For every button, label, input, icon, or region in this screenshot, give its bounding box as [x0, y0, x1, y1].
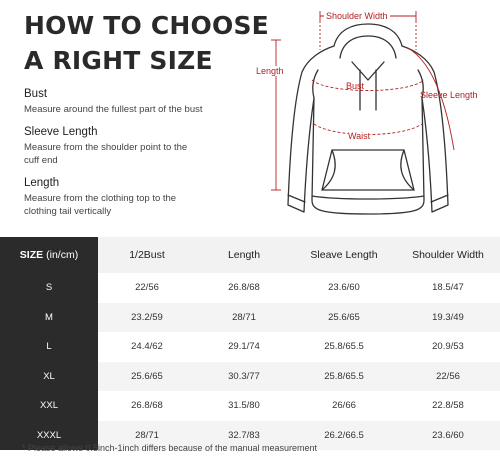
table-cell: 28/71 [98, 421, 196, 451]
size-cell: XXXL [0, 421, 98, 451]
table-cell: 24.4/62 [131, 341, 163, 353]
table-cell: 28/71 [196, 303, 292, 333]
column-header-sleeve-length: Sleave Length [292, 237, 396, 273]
size-cell: XL [0, 362, 98, 392]
table-cell: 29.1/74 [228, 341, 260, 353]
table-cell: 25.8/65.5 [324, 341, 364, 353]
definition-heading: Length [24, 177, 60, 189]
waist-label: Waist [348, 131, 371, 141]
title-line-1: HOW TO CHOOSE [24, 11, 269, 40]
shoulder-width-label: Shoulder Width [326, 11, 388, 21]
table-cell: 23.6/60 [328, 282, 360, 294]
title-line-2: A RIGHT SIZE [24, 46, 213, 75]
table-cell: 25.6/65 [292, 303, 396, 333]
table-cell: 22/56 [135, 282, 159, 294]
table-cell: 25.6/65 [98, 362, 196, 392]
table-row [0, 362, 500, 392]
sleeve-length-label: Sleeve Length [420, 90, 478, 100]
size-header-label: SIZE [19, 249, 44, 261]
size-cell: L [0, 332, 98, 362]
definition-heading: Sleeve Length [24, 126, 98, 138]
table-cell: 32.7/83 [196, 421, 292, 451]
definition-bust [24, 88, 244, 116]
table-cell: 22/56 [396, 362, 500, 392]
table-cell: 23.6/60 [396, 421, 500, 451]
hoodie-illustration [248, 0, 500, 232]
column-header-shoulder-width: Shoulder Width [396, 237, 500, 273]
bust-label: Bust [346, 81, 365, 91]
table-cell: 23.2/59 [98, 303, 196, 333]
table-cell: 30.3/77 [196, 362, 292, 392]
table-cell: 25.8/65.5 [292, 362, 396, 392]
column-header-bust: 1/2Bust [98, 237, 196, 273]
table-cell: 26.8/68 [131, 400, 163, 412]
definition-text: Measure from the clothing top to the clothing tail vertically [24, 193, 177, 217]
page-title [24, 8, 269, 78]
size-unit-label: (in/cm) [46, 249, 79, 261]
table-row [0, 303, 500, 333]
table-cell: 19.3/49 [396, 303, 500, 333]
table-cell: 31.5/80 [228, 400, 260, 412]
table-cell: 22.8/58 [432, 400, 464, 412]
definition-heading: Bust [24, 88, 48, 100]
table-cell: 26/66 [332, 400, 356, 412]
measurement-definitions [24, 88, 244, 228]
table-row [0, 391, 500, 421]
measurement-note: * Please allows 0.5inch-1inch differs because of the manual measurement [22, 443, 318, 453]
table-cell: 18.5/47 [432, 282, 464, 294]
hoodie-diagram [248, 0, 500, 232]
table-row [0, 273, 500, 303]
size-table [0, 237, 500, 450]
definition-sleeve-length [24, 126, 244, 167]
length-label: Length [256, 66, 284, 76]
table-row [0, 332, 500, 362]
size-cell: S [0, 273, 98, 303]
column-header-length: Length [196, 237, 292, 273]
size-cell: M [0, 303, 98, 333]
table-cell: 26.2/66.5 [292, 421, 396, 451]
definition-length [24, 177, 244, 218]
table-cell: 20.9/53 [432, 341, 464, 353]
table-header [0, 237, 500, 273]
definition-text: Measure around the fullest part of the bust [24, 104, 203, 115]
table-cell: 26.8/68 [228, 282, 260, 294]
size-column-header [0, 237, 98, 273]
definition-text: Measure from the shoulder point to the cuff end [24, 142, 188, 166]
size-cell: XXL [0, 391, 98, 421]
